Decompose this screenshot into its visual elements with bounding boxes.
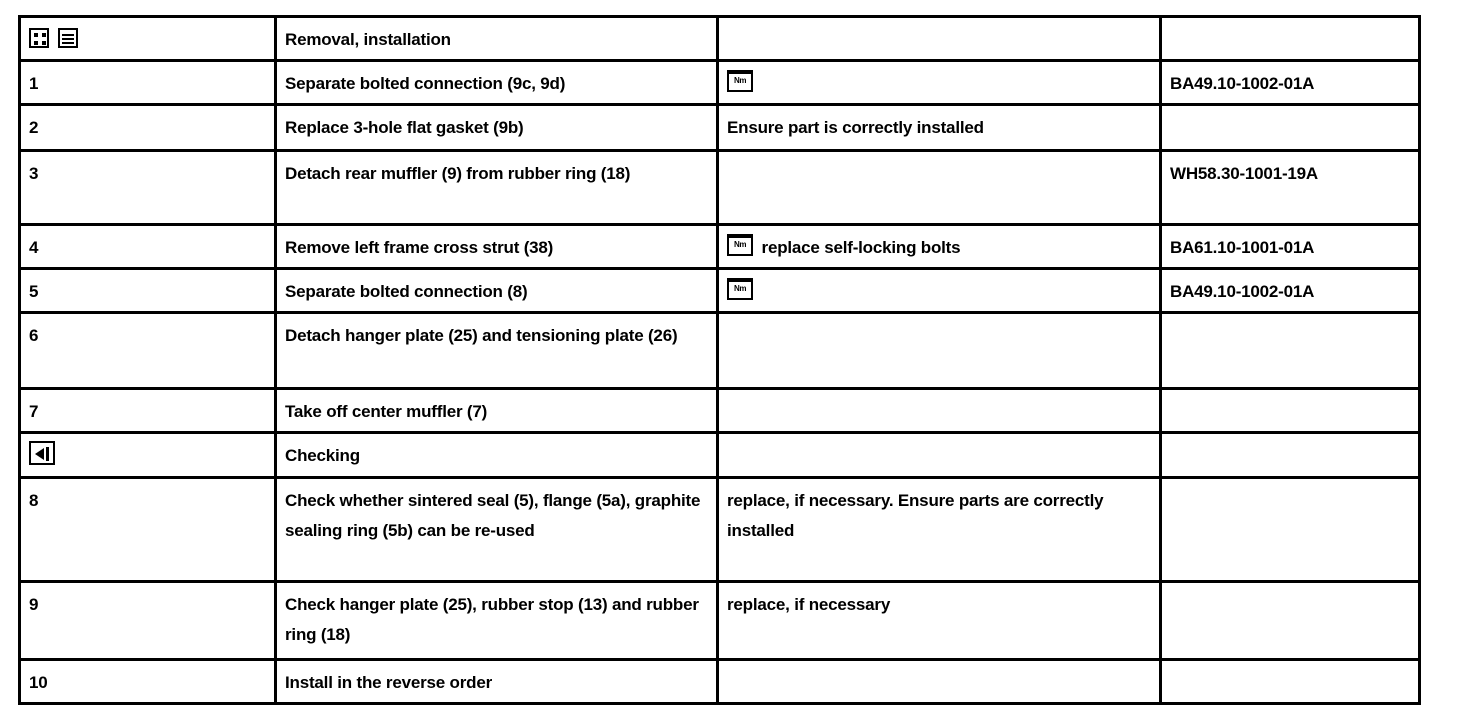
step-action: Check whether sintered seal (5), flange (5a), graphite sealing ring (5b) can be re-used [276, 478, 718, 582]
table-row [20, 313, 1420, 389]
step-reference [1161, 105, 1420, 151]
step-number: 6 [20, 313, 276, 389]
step-reference: BA49.10-1002-01A [1161, 269, 1420, 313]
step-note [718, 269, 1161, 313]
section-title: Checking [276, 433, 718, 478]
step-number: 10 [20, 660, 276, 704]
step-reference [1161, 582, 1420, 660]
step-reference [1161, 313, 1420, 389]
step-reference [1161, 389, 1420, 433]
header-icons-cell [20, 17, 276, 61]
step-action: Detach rear muffler (9) from rubber ring (18) [276, 151, 718, 225]
empty-cell [1161, 17, 1420, 61]
step-note [718, 61, 1161, 105]
step-number: 8 [20, 478, 276, 582]
step-reference: WH58.30-1001-19A [1161, 151, 1420, 225]
step-note [718, 389, 1161, 433]
table-row [20, 389, 1420, 433]
step-note [718, 151, 1161, 225]
section-title: Removal, installation [276, 17, 718, 61]
step-action: Separate bolted connection (9c, 9d) [276, 61, 718, 105]
table-row [20, 269, 1420, 313]
step-note [718, 660, 1161, 704]
checking-header-row [20, 433, 1420, 478]
step-note: replace, if necessary [718, 582, 1161, 660]
step-note [718, 313, 1161, 389]
step-action: Remove left frame cross strut (38) [276, 225, 718, 269]
table-row [20, 105, 1420, 151]
empty-cell [1161, 433, 1420, 478]
step-note: Ensure part is correctly installed [718, 105, 1161, 151]
step-number: 9 [20, 582, 276, 660]
step-action: Replace 3-hole flat gasket (9b) [276, 105, 718, 151]
step-note [718, 225, 1161, 269]
removal-icon [29, 28, 49, 48]
table-row [20, 225, 1420, 269]
procedure-table-container [18, 15, 1418, 705]
procedure-table [18, 15, 1421, 705]
step-action: Check hanger plate (25), rubber stop (13) and rubber ring (18) [276, 582, 718, 660]
checking-icon [29, 441, 55, 465]
step-reference: BA61.10-1001-01A [1161, 225, 1420, 269]
step-reference: BA49.10-1002-01A [1161, 61, 1420, 105]
step-note-text: replace self-locking bolts [761, 238, 961, 257]
step-number: 7 [20, 389, 276, 433]
table-row [20, 582, 1420, 660]
table-row [20, 61, 1420, 105]
step-number: 3 [20, 151, 276, 225]
torque-nm-icon: Nm [727, 70, 753, 92]
step-action: Take off center muffler (7) [276, 389, 718, 433]
step-action: Install in the reverse order [276, 660, 718, 704]
step-action: Detach hanger plate (25) and tensioning plate (26) [276, 313, 718, 389]
step-action: Separate bolted connection (8) [276, 269, 718, 313]
step-number: 1 [20, 61, 276, 105]
empty-cell [718, 433, 1161, 478]
step-note: replace, if necessary. Ensure parts are correctly installed [718, 478, 1161, 582]
torque-nm-icon: Nm [727, 234, 753, 256]
step-reference [1161, 478, 1420, 582]
header-row [20, 17, 1420, 61]
step-number: 2 [20, 105, 276, 151]
empty-cell [718, 17, 1161, 61]
step-number: 5 [20, 269, 276, 313]
installation-icon [58, 28, 78, 48]
table-row [20, 151, 1420, 225]
torque-nm-icon: Nm [727, 278, 753, 300]
table-row [20, 478, 1420, 582]
checking-icon-cell [20, 433, 276, 478]
step-number: 4 [20, 225, 276, 269]
table-row [20, 660, 1420, 704]
step-reference [1161, 660, 1420, 704]
